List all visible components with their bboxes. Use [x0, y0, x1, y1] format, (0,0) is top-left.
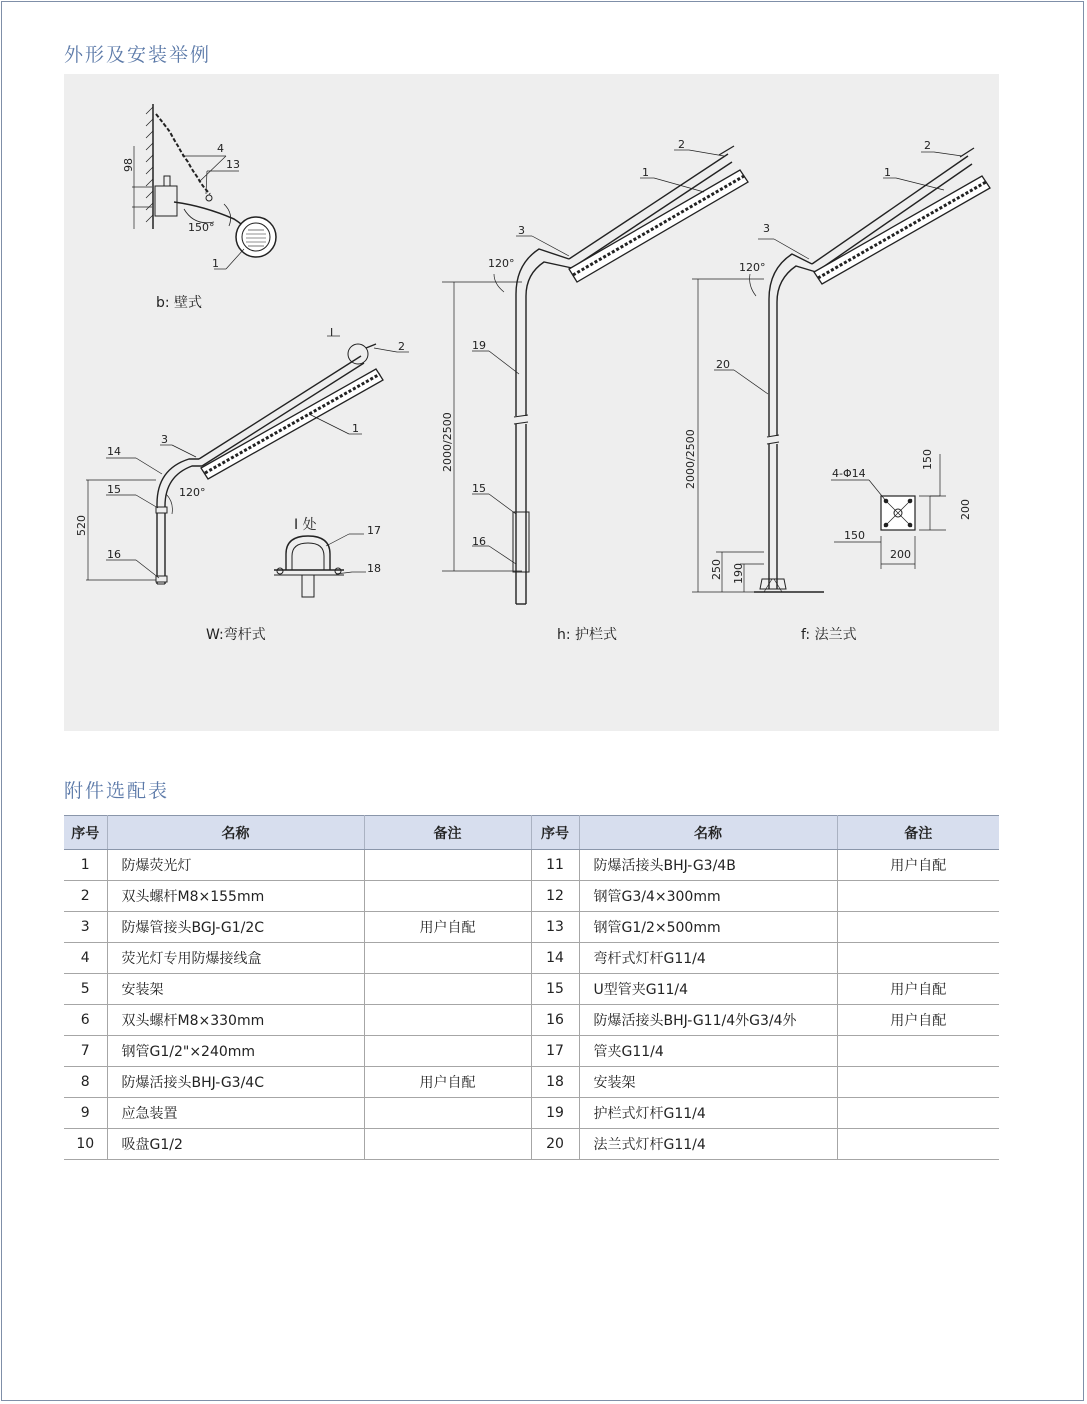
item-note: 用户自配 — [837, 1005, 999, 1036]
item-note — [364, 1129, 531, 1160]
item-name: 法兰式灯杆G11/4 — [579, 1129, 837, 1160]
column-header: 名称 — [579, 816, 837, 850]
item-note: 用户自配 — [364, 1067, 531, 1098]
bent-label-16: 16 — [107, 548, 121, 561]
item-name: 防爆活接头BHJ-G3/4B — [579, 850, 837, 881]
table-row — [64, 1036, 999, 1067]
column-header: 备注 — [364, 816, 531, 850]
item-name: 防爆活接头BHJ-G3/4C — [107, 1067, 364, 1098]
item-note: 用户自配 — [837, 974, 999, 1005]
flange-drawing — [692, 148, 990, 592]
item-name: 护栏式灯杆G11/4 — [579, 1098, 837, 1129]
detail-title: I 处 — [294, 517, 317, 533]
wall-label-4: 4 — [217, 142, 224, 155]
row-number: 4 — [64, 943, 107, 974]
bent-label-I: I — [330, 326, 334, 339]
row-number: 2 — [64, 881, 107, 912]
wall-mount-labels — [122, 142, 240, 270]
wall-mount-caption: b: 壁式 — [156, 295, 203, 311]
bent-pole-caption: W:弯杆式 — [206, 627, 266, 643]
flange-dim-150-vertical: 150 — [921, 449, 934, 470]
table-header-row — [64, 816, 999, 850]
item-note — [837, 912, 999, 943]
item-note — [364, 881, 531, 912]
row-number: 5 — [64, 974, 107, 1005]
installation-drawings — [64, 74, 999, 731]
bent-label-1: 1 — [352, 422, 359, 435]
column-header: 序号 — [64, 816, 107, 850]
item-note — [837, 943, 999, 974]
row-number: 7 — [64, 1036, 107, 1067]
item-note — [364, 1098, 531, 1129]
item-name: 双头螺杆M8×330mm — [107, 1005, 364, 1036]
flange-label-20: 20 — [716, 358, 730, 371]
item-note: 用户自配 — [364, 912, 531, 943]
column-header: 序号 — [531, 816, 579, 850]
rail-label-16: 16 — [472, 535, 486, 548]
table-row — [64, 850, 999, 881]
item-name: 钢管G3/4×300mm — [579, 881, 837, 912]
rail-dim-height: 2000/2500 — [441, 412, 454, 472]
item-note — [364, 850, 531, 881]
item-note — [364, 1005, 531, 1036]
item-name: 防爆荧光灯 — [107, 850, 364, 881]
accessories-section-title: 附件选配表 — [64, 780, 170, 802]
item-name: 安装架 — [579, 1067, 837, 1098]
flange-holes: 4-Φ14 — [832, 467, 866, 480]
bent-pole-drawing — [86, 336, 409, 584]
guardrail-drawing — [442, 146, 748, 604]
flange-dim-190: 190 — [732, 563, 745, 584]
row-number: 12 — [531, 881, 579, 912]
detail-label-17: 17 — [367, 524, 381, 537]
item-note — [837, 881, 999, 912]
item-name: 弯杆式灯杆G11/4 — [579, 943, 837, 974]
flange-label-1: 1 — [884, 166, 891, 179]
guardrail-labels — [441, 138, 685, 548]
bent-label-3: 3 — [161, 433, 168, 446]
row-number: 18 — [531, 1067, 579, 1098]
table-row — [64, 1129, 999, 1160]
wall-angle-150: 150° — [188, 221, 215, 234]
bent-pole-labels — [75, 326, 405, 561]
row-number: 8 — [64, 1067, 107, 1098]
wall-dim-98: 98 — [122, 158, 135, 172]
row-number: 17 — [531, 1036, 579, 1067]
flange-dim-200-horizontal: 200 — [890, 548, 911, 561]
flange-caption: f: 法兰式 — [801, 627, 857, 643]
rail-label-2: 2 — [678, 138, 685, 151]
bent-label-2: 2 — [398, 340, 405, 353]
table-row — [64, 1067, 999, 1098]
row-number: 20 — [531, 1129, 579, 1160]
flange-label-3: 3 — [763, 222, 770, 235]
flange-dim-height: 2000/2500 — [684, 429, 697, 489]
item-name: 双头螺杆M8×155mm — [107, 881, 364, 912]
row-number: 16 — [531, 1005, 579, 1036]
item-note — [364, 1036, 531, 1067]
column-header: 名称 — [107, 816, 364, 850]
item-note — [837, 1036, 999, 1067]
row-number: 15 — [531, 974, 579, 1005]
table-row — [64, 1005, 999, 1036]
flange-dim-250: 250 — [710, 559, 723, 580]
flange-label-2: 2 — [924, 139, 931, 152]
guardrail-caption: h: 护栏式 — [557, 627, 618, 643]
wall-label-1: 1 — [212, 257, 219, 270]
row-number: 10 — [64, 1129, 107, 1160]
table-row — [64, 943, 999, 974]
row-number: 11 — [531, 850, 579, 881]
flange-dim-150-horizontal: 150 — [844, 529, 865, 542]
row-number: 14 — [531, 943, 579, 974]
item-name: 安装架 — [107, 974, 364, 1005]
item-note — [364, 943, 531, 974]
bent-label-15: 15 — [107, 483, 121, 496]
clamp-detail-drawing — [274, 534, 366, 597]
row-number: 19 — [531, 1098, 579, 1129]
clamp-detail-labels — [294, 516, 381, 575]
item-note — [837, 1129, 999, 1160]
row-number: 1 — [64, 850, 107, 881]
rail-label-15: 15 — [472, 482, 486, 495]
rail-label-1: 1 — [642, 166, 649, 179]
detail-label-18: 18 — [367, 562, 381, 575]
row-number: 13 — [531, 912, 579, 943]
row-number: 9 — [64, 1098, 107, 1129]
item-name: 管夹G11/4 — [579, 1036, 837, 1067]
rail-label-19: 19 — [472, 339, 486, 352]
bent-label-14: 14 — [107, 445, 121, 458]
wall-mount-drawing — [132, 104, 276, 269]
item-name: 钢管G1/2"×240mm — [107, 1036, 364, 1067]
wall-label-13: 13 — [226, 158, 240, 171]
table-row — [64, 974, 999, 1005]
table-body — [64, 850, 999, 1160]
item-name: 钢管G1/2×500mm — [579, 912, 837, 943]
table-row — [64, 1098, 999, 1129]
accessories-table — [64, 815, 999, 1160]
item-name: U型管夹G11/4 — [579, 974, 837, 1005]
flange-angle-120: 120° — [739, 261, 766, 274]
item-name: 防爆管接头BGJ-G1/2C — [107, 912, 364, 943]
item-note — [837, 1098, 999, 1129]
installation-drawings-svg — [64, 74, 999, 731]
item-note — [837, 1067, 999, 1098]
flange-dim-200-vertical: 200 — [959, 499, 972, 520]
row-number: 3 — [64, 912, 107, 943]
item-note — [364, 974, 531, 1005]
item-name: 防爆活接头BHJ-G11/4外G3/4外 — [579, 1005, 837, 1036]
rail-label-3: 3 — [518, 224, 525, 237]
item-name: 吸盘G1/2 — [107, 1129, 364, 1160]
table-row — [64, 912, 999, 943]
rail-angle-120: 120° — [488, 257, 515, 270]
item-name: 荧光灯专用防爆接线盒 — [107, 943, 364, 974]
table-row — [64, 881, 999, 912]
row-number: 6 — [64, 1005, 107, 1036]
bent-angle-120: 120° — [179, 486, 206, 499]
item-note: 用户自配 — [837, 850, 999, 881]
column-header: 备注 — [837, 816, 999, 850]
bent-dim-520: 520 — [75, 515, 88, 536]
item-name: 应急装置 — [107, 1098, 364, 1129]
appearance-section-title: 外形及安装举例 — [64, 44, 212, 66]
